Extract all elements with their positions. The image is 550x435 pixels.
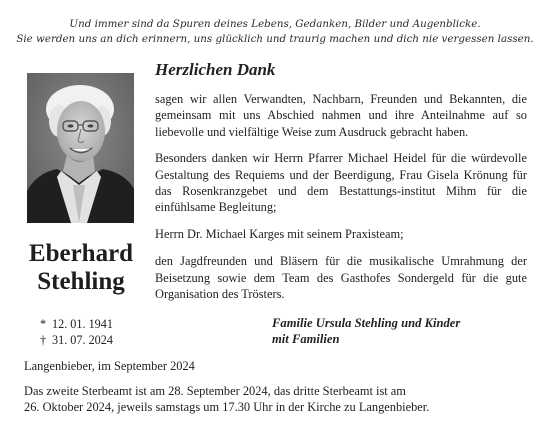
- thanks-paragraph-3: Herrn Dr. Michael Karges mit seinem Praxisteam;: [155, 226, 404, 241]
- deceased-last-name: Stehling: [37, 268, 125, 295]
- birth-date: 12. 01. 1941: [52, 317, 113, 331]
- requiem-notice-line-1: Das zweite Sterbeamt ist am 28. September 2024, das dritte Sterbeamt ist am: [24, 384, 406, 398]
- deceased-first-name: Eberhard: [28, 240, 134, 267]
- thanks-paragraph-1: sagen wir allen Verwandten, Nachbarn, Freunden und Bekannten, die gemeinsam mit uns Abschied nahmen und ihre Anteilnahme auf so liebevolle und vielfältige Weise zum Ausdruck gebracht haben.: [155, 92, 527, 139]
- thanks-paragraph-2: Besonders danken wir Herrn Pfarrer Michael Heidel für die würdevolle Gestaltung des Requiems und der Beerdigung, Frau Gisela Krönung für das Rosenkranzgebet und dem Bestattungs-institut Mihm für die einfühlsame Begleitung;: [155, 151, 527, 215]
- thanks-text: [155, 91, 527, 312]
- deceased-name: [16, 240, 146, 296]
- death-row: [40, 333, 113, 349]
- thanks-heading: Herzlichen Dank: [155, 60, 276, 79]
- family-line-2: mit Familien: [272, 331, 340, 346]
- requiem-notice-line-2: 26. Oktober 2024, jeweils samstags um 17.30 Uhr in der Kirche zu Langenbieber.: [24, 400, 430, 415]
- motto-line-2: Sie werden uns an dich erinnern, uns glücklich und traurig machen und dich nie vergessen lassen.: [16, 33, 534, 45]
- birth-row: [40, 317, 113, 333]
- requiem-notice: [24, 383, 524, 416]
- portrait-photo: [27, 73, 134, 223]
- family-signature: [272, 316, 460, 347]
- motto-line-1: Und immer sind da Spuren deines Lebens, Gedanken, Bilder und Augenblicke.: [69, 18, 481, 30]
- thanks-paragraph-4: den Jagdfreunden und Bläsern für die musikalische Umrahmung der Beisetzung sowie dem Team des Gasthofes Sondergeld für die gute Organisation des Trösters.: [155, 254, 527, 302]
- birth-symbol: *: [40, 317, 47, 331]
- place-and-date: Langenbieber, im September 2024: [24, 359, 195, 373]
- death-symbol: †: [40, 332, 47, 347]
- death-date: 31. 07. 2024: [52, 332, 113, 347]
- motto: [10, 17, 540, 47]
- life-dates: [40, 317, 113, 348]
- family-line-1: Familie Ursula Stehling und Kinder: [272, 316, 461, 330]
